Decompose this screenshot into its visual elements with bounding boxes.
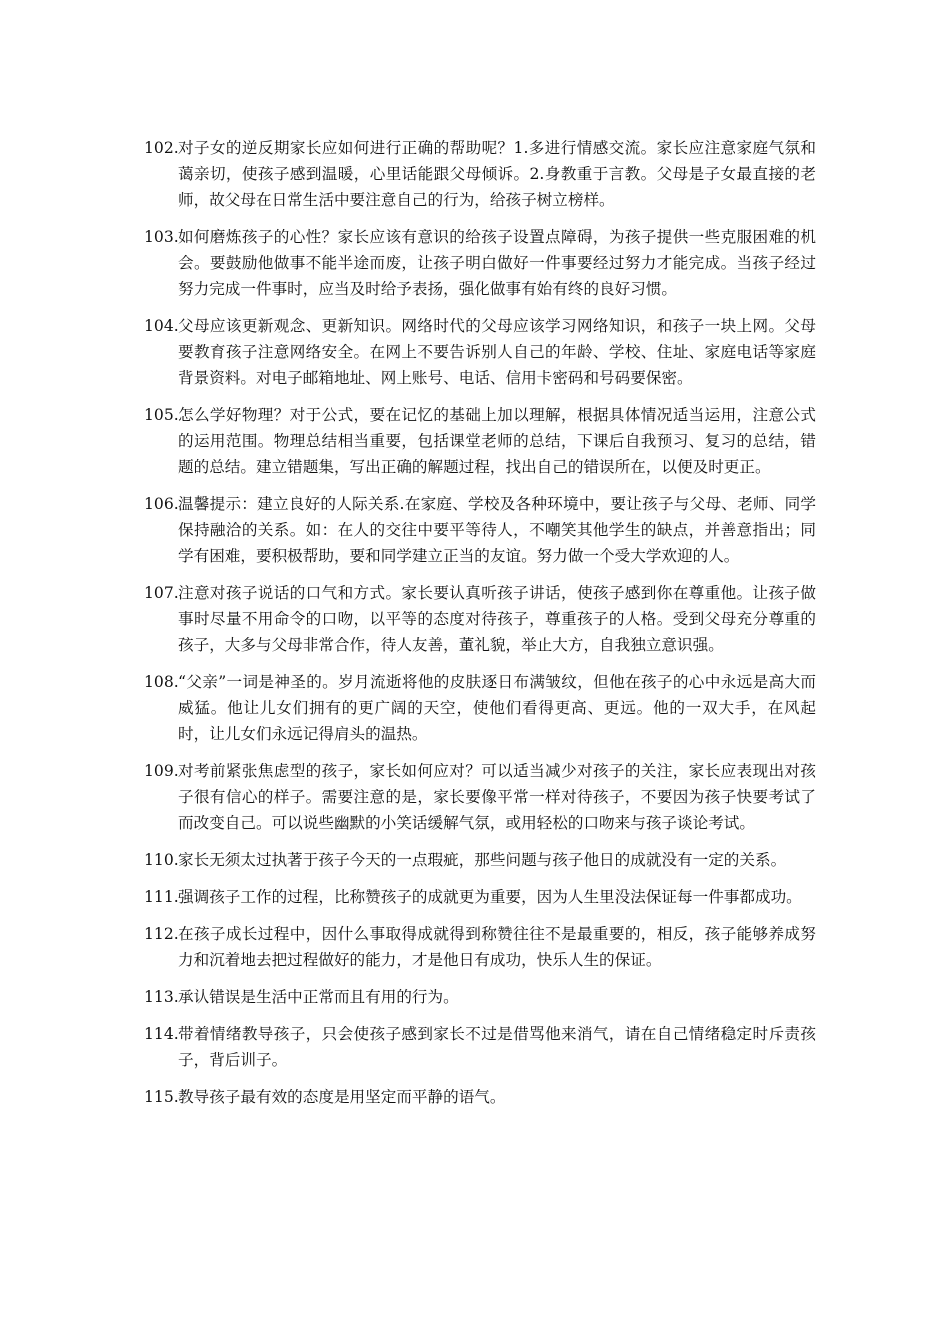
list-item [144, 402, 816, 480]
item-number: 105. [144, 406, 179, 424]
item-number: 106. [144, 495, 179, 513]
tips-list [144, 135, 816, 1121]
item-number: 109. [144, 762, 179, 780]
item-text: 注意对孩子说话的口气和方式。家长要认真听孩子讲话，使孩子感到你在尊重他。让孩子做事时尽量不用命令的口吻，以平等的态度对待孩子，尊重孩子的人格。受到父母充分尊重的孩子，大多与父母非常合作，待人友善，董礼貌，举止大方，自我独立意识强。 [178, 584, 816, 654]
item-text: 如何磨炼孩子的心性？家长应该有意识的给孩子设置点障碍，为孩子提供一些克服困难的机会。要鼓励他做事不能半途而废，让孩子明白做好一件事要经过努力才能完成。当孩子经过努力完成一件事时，应当及时给予表扬，强化做事有始有终的良好习惯。 [178, 228, 816, 298]
list-item [144, 1021, 816, 1073]
item-number: 114. [144, 1025, 179, 1043]
list-item [144, 921, 816, 973]
list-item [144, 1084, 816, 1110]
item-text: 在孩子成长过程中，因什么事取得成就得到称赞往往不是最重要的，相反，孩子能够养成努力和沉着地去把过程做好的能力，才是他日有成功，快乐人生的保证。 [178, 925, 816, 969]
item-number: 102. [144, 139, 179, 157]
list-item [144, 758, 816, 836]
item-text: 教导孩子最有效的态度是用坚定而平静的语气。 [178, 1088, 506, 1106]
list-item [144, 313, 816, 391]
item-number: 103. [144, 228, 179, 246]
list-item [144, 669, 816, 747]
list-item [144, 135, 816, 213]
item-text: 温馨提示：建立良好的人际关系.在家庭、学校及各种环境中，要让孩子与父母、老师、同学保持融洽的关系。如：在人的交往中要平等待人，不嘲笑其他学生的缺点，并善意指出；同学有困难，要积极帮助，要和同学建立正当的友谊。努力做一个受大学欢迎的人。 [178, 495, 816, 565]
item-number: 111. [144, 888, 179, 906]
item-number: 107. [144, 584, 179, 602]
item-text: 对子女的逆反期家长应如何进行正确的帮助呢？1.多进行情感交流。家长应注意家庭气氛和蔼亲切，使孩子感到温暖，心里话能跟父母倾诉。2.身教重于言教。父母是子女最直接的老师，故父母在日常生活中要注意自己的行为，给孩子树立榜样。 [178, 139, 816, 209]
item-number: 113. [144, 988, 179, 1006]
item-text: 家长无须太过执著于孩子今天的一点瑕疵，那些问题与孩子他日的成就没有一定的关系。 [178, 851, 787, 869]
item-number: 108. [144, 673, 179, 691]
item-text: 怎么学好物理？对于公式，要在记忆的基础上加以理解，根据具体情况适当运用，注意公式的运用范围。物理总结相当重要，包括课堂老师的总结，下课后自我预习、复习的总结，错题的总结。建立错题集，写出正确的解题过程，找出自己的错误所在，以便及时更正。 [178, 406, 816, 476]
item-text: 父母应该更新观念、更新知识。网络时代的父母应该学习网络知识，和孩子一块上网。父母要教育孩子注意网络安全。在网上不要告诉别人自己的年龄、学校、住址、家庭电话等家庭背景资料。对电子邮箱地址、网上账号、电话、信用卡密码和号码要保密。 [178, 317, 816, 387]
item-number: 115. [144, 1088, 179, 1106]
item-text: 对考前紧张焦虑型的孩子，家长如何应对？可以适当减少对孩子的关注，家长应表现出对孩子很有信心的样子。需要注意的是，家长要像平常一样对待孩子，不要因为孩子快要考试了而改变自己。可以说些幽默的小笑话缓解气氛，或用轻松的口吻来与孩子谈论考试。 [178, 762, 816, 832]
item-number: 104. [144, 317, 179, 335]
list-item [144, 984, 816, 1010]
item-text: 强调孩子工作的过程，比称赞孩子的成就更为重要，因为人生里没法保证每一件事都成功。 [178, 888, 802, 906]
item-text: 带着情绪教导孩子，只会使孩子感到家长不过是借骂他来消气，请在自己情绪稳定时斥责孩子，背后训子。 [178, 1025, 816, 1069]
item-text: 承认错误是生活中正常而且有用的行为。 [178, 988, 459, 1006]
list-item [144, 884, 816, 910]
list-item [144, 224, 816, 302]
item-number: 112. [144, 925, 179, 943]
item-text: “父亲”一词是神圣的。岁月流逝将他的皮肤逐日布满皱纹，但他在孩子的心中永远是高大而威猛。他让儿女们拥有的更广阔的天空，使他们看得更高、更远。他的一双大手，在风起时，让儿女们永远记得肩头的温热。 [178, 673, 816, 743]
list-item [144, 847, 816, 873]
item-number: 110. [144, 851, 179, 869]
list-item [144, 580, 816, 658]
list-item [144, 491, 816, 569]
